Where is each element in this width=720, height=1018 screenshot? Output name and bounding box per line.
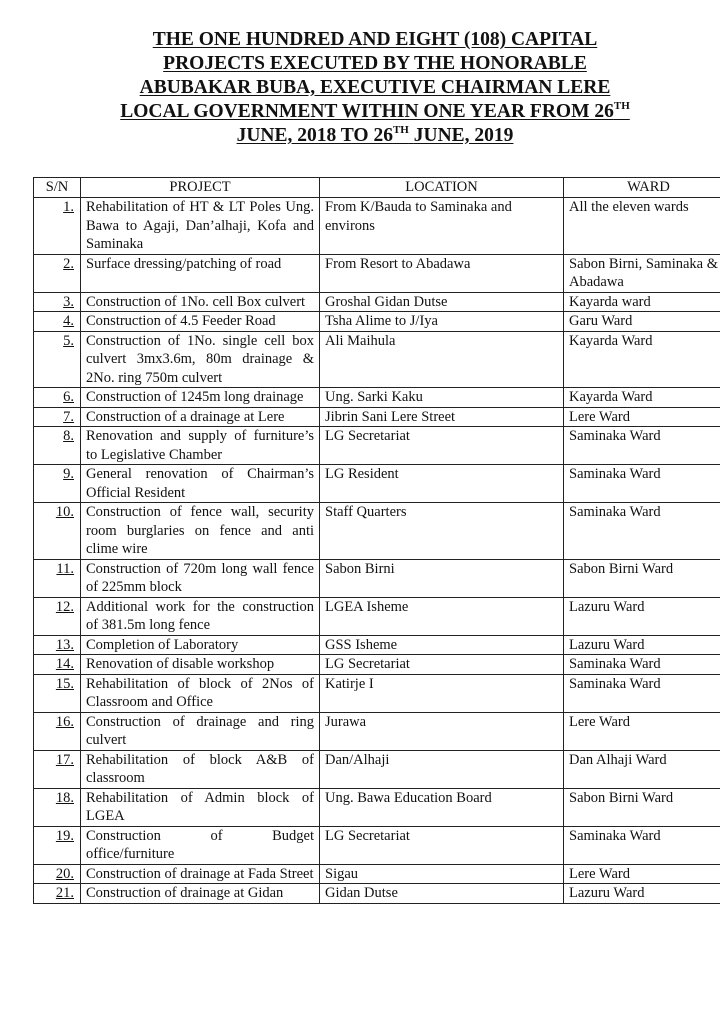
table-row — [34, 884, 720, 904]
location-cell: Groshal Gidan Dutse — [320, 292, 564, 312]
title-line-4-text: LOCAL GOVERNMENT WITHIN ONE YEAR FROM 26 — [120, 101, 614, 122]
project-cell: Surface dressing/patching of road — [81, 254, 320, 292]
ward-cell: Garu Ward — [564, 312, 720, 332]
table-row — [34, 674, 720, 712]
location-cell: Ali Maihula — [320, 331, 564, 388]
location-cell: Dan/Alhaji — [320, 750, 564, 788]
title-line-1: THE ONE HUNDRED AND EIGHT (108) CAPITAL — [152, 29, 598, 50]
project-cell: Construction of Budget office/furniture — [81, 826, 320, 864]
table-body — [34, 198, 720, 904]
location-cell: LG Secretariat — [320, 655, 564, 675]
project-cell: Construction of 720m long wall fence of 225mm block — [81, 559, 320, 597]
sn-cell: 19. — [34, 826, 81, 864]
sn-cell: 9. — [34, 465, 81, 503]
sn-cell: 6. — [34, 388, 81, 408]
sn-cell: 3. — [34, 292, 81, 312]
table-row — [34, 712, 720, 750]
table-row — [34, 427, 720, 465]
table-row — [34, 312, 720, 332]
sn-cell: 2. — [34, 254, 81, 292]
sn-cell: 16. — [34, 712, 81, 750]
project-cell: Construction of drainage at Gidan — [81, 884, 320, 904]
ward-cell: Dan Alhaji Ward — [564, 750, 720, 788]
location-cell: Tsha Alime to J/Iya — [320, 312, 564, 332]
location-cell: Sabon Birni — [320, 559, 564, 597]
ward-cell: Lere Ward — [564, 864, 720, 884]
header-location: LOCATION — [320, 178, 564, 198]
ward-cell: Saminaka Ward — [564, 674, 720, 712]
ward-cell: Saminaka Ward — [564, 465, 720, 503]
location-cell: Ung. Bawa Education Board — [320, 788, 564, 826]
ward-cell: Sabon Birni Ward — [564, 788, 720, 826]
sn-cell: 20. — [34, 864, 81, 884]
table-row — [34, 198, 720, 255]
table-row — [34, 559, 720, 597]
sn-cell: 21. — [34, 884, 81, 904]
location-cell: LG Secretariat — [320, 427, 564, 465]
location-cell: From Resort to Abadawa — [320, 254, 564, 292]
sn-cell: 11. — [34, 559, 81, 597]
location-cell: Jurawa — [320, 712, 564, 750]
table-row — [34, 388, 720, 408]
ward-cell: Lere Ward — [564, 407, 720, 427]
sn-cell: 12. — [34, 597, 81, 635]
ward-cell: Lazuru Ward — [564, 635, 720, 655]
location-cell: From K/Bauda to Saminaka and environs — [320, 198, 564, 255]
table-row — [34, 750, 720, 788]
project-cell: Additional work for the construction of 381.5m long fence — [81, 597, 320, 635]
project-cell: Construction of fence wall, security room burglaries on fence and anti clime wire — [81, 503, 320, 560]
project-cell: Rehabilitation of Admin block of LGEA — [81, 788, 320, 826]
table-row — [34, 407, 720, 427]
table-row — [34, 635, 720, 655]
location-cell: LG Resident — [320, 465, 564, 503]
location-cell: Jibrin Sani Lere Street — [320, 407, 564, 427]
table-row — [34, 465, 720, 503]
sn-cell: 13. — [34, 635, 81, 655]
sn-cell: 17. — [34, 750, 81, 788]
sn-cell: 4. — [34, 312, 81, 332]
title-line-5 — [40, 124, 710, 148]
header-project: PROJECT — [81, 178, 320, 198]
location-cell: Sigau — [320, 864, 564, 884]
ward-cell: All the eleven wards — [564, 198, 720, 255]
ward-cell: Saminaka Ward — [564, 655, 720, 675]
title-line-3: ABUBAKAR BUBA, EXECUTIVE CHAIRMAN LERE — [139, 77, 611, 98]
table-header-row — [34, 178, 720, 198]
project-cell: Construction of 1No. cell Box culvert — [81, 292, 320, 312]
ward-cell: Kayarda Ward — [564, 331, 720, 388]
table-row — [34, 864, 720, 884]
location-cell: LGEA Isheme — [320, 597, 564, 635]
table-row — [34, 254, 720, 292]
ward-cell: Kayarda Ward — [564, 388, 720, 408]
location-cell: GSS Isheme — [320, 635, 564, 655]
project-cell: General renovation of Chairman’s Official Resident — [81, 465, 320, 503]
title-line-2: PROJECTS EXECUTED BY THE HONORABLE — [163, 53, 587, 74]
table-row — [34, 788, 720, 826]
title-superscript: TH — [613, 100, 630, 112]
project-cell: Rehabilitation of block of 2Nos of Classroom and Office — [81, 674, 320, 712]
location-cell: Gidan Dutse — [320, 884, 564, 904]
table-row — [34, 826, 720, 864]
table-row — [34, 331, 720, 388]
ward-cell: Kayarda ward — [564, 292, 720, 312]
title-line-5-tail: JUNE, 2019 — [413, 125, 514, 146]
ward-cell: Saminaka Ward — [564, 503, 720, 560]
sn-cell: 7. — [34, 407, 81, 427]
sn-cell: 8. — [34, 427, 81, 465]
title-line-4 — [40, 100, 710, 124]
header-sn: S/N — [34, 178, 81, 198]
table-row — [34, 655, 720, 675]
ward-cell: Lazuru Ward — [564, 884, 720, 904]
table-row — [34, 503, 720, 560]
location-cell: Ung. Sarki Kaku — [320, 388, 564, 408]
document-title — [40, 28, 710, 148]
sn-cell: 15. — [34, 674, 81, 712]
ward-cell: Lere Ward — [564, 712, 720, 750]
project-cell: Construction of drainage and ring culvert — [81, 712, 320, 750]
project-cell: Rehabilitation of block A&B of classroom — [81, 750, 320, 788]
sn-cell: 10. — [34, 503, 81, 560]
ward-cell: Lazuru Ward — [564, 597, 720, 635]
project-cell: Construction of 4.5 Feeder Road — [81, 312, 320, 332]
projects-table — [33, 177, 720, 904]
project-cell: Renovation of disable workshop — [81, 655, 320, 675]
ward-cell: Saminaka Ward — [564, 427, 720, 465]
sn-cell: 1. — [34, 198, 81, 255]
ward-cell: Sabon Birni, Saminaka & Abadawa — [564, 254, 720, 292]
sn-cell: 14. — [34, 655, 81, 675]
project-cell: Construction of 1No. single cell box culvert 3mx3.6m, 80m drainage & 2No. ring 750m culvert — [81, 331, 320, 388]
header-ward: WARD — [564, 178, 720, 198]
ward-cell: Saminaka Ward — [564, 826, 720, 864]
ward-cell: Sabon Birni Ward — [564, 559, 720, 597]
project-cell: Construction of drainage at Fada Street — [81, 864, 320, 884]
sn-cell: 18. — [34, 788, 81, 826]
project-cell: Renovation and supply of furniture’s to Legislative Chamber — [81, 427, 320, 465]
sn-cell: 5. — [34, 331, 81, 388]
table-row — [34, 292, 720, 312]
title-superscript: TH — [392, 124, 409, 136]
location-cell: Staff Quarters — [320, 503, 564, 560]
table-row — [34, 597, 720, 635]
location-cell: Katirje I — [320, 674, 564, 712]
project-cell: Rehabilitation of HT & LT Poles Ung. Bawa to Agaji, Dan’alhaji, Kofa and Saminaka — [81, 198, 320, 255]
title-line-5-text: JUNE, 2018 TO 26 — [236, 125, 393, 146]
project-cell: Construction of a drainage at Lere — [81, 407, 320, 427]
project-cell: Construction of 1245m long drainage — [81, 388, 320, 408]
location-cell: LG Secretariat — [320, 826, 564, 864]
project-cell: Completion of Laboratory — [81, 635, 320, 655]
